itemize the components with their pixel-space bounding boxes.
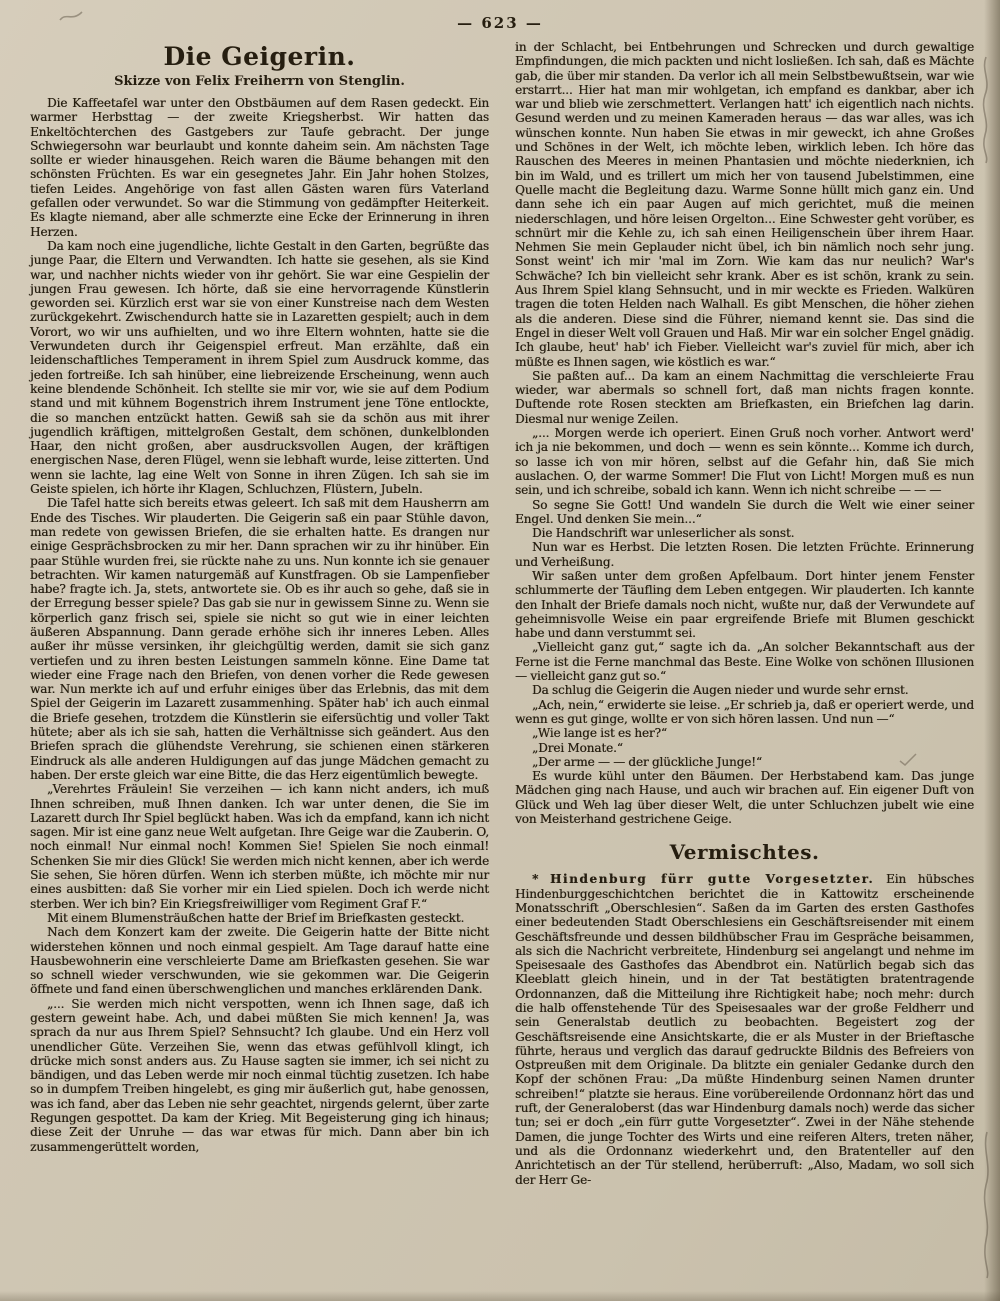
- page-number: — 623 —: [457, 14, 543, 32]
- paragraph: in der Schlacht, bei Entbehrungen und Schrecken und durch gewaltige Empfindungen, die mich packten und nicht losließen. Ich sah, daß es Mächte gab, die über mir standen. Da verlor ich all mein Selbstbewußtsein, war wie erstarrt... Hier hat man mir wohlgetan, ich empfand es dankbar, aber ich war und blieb wie zerschmettert. Verlangen hatt' ich eigentlich nach nichts. Gesund werden und zu meinen Kameraden heraus — das war alles, was ich wünschen konnte. Nun haben Sie etwas in mir geweckt, ich ahne Großes und Schönes in der Welt, ich möchte leben, wirklich leben. Ich höre das Rauschen des Meeres in meinen Phantasien und möchte niederknien, ich bin im Wald, und es trillert um mich her von tausend Jubelstimmen, eine Quelle macht die Begleitung dazu. Warme Sonne hüllt mich ganz ein. Und dann sehe ich ein paar Augen auf mich gerichtet, muß die meinen niederschlagen, und höre leisen Orgelton... Eine Schwester geht vorüber, es schnürt mir die Kehle zu, ich sah einen Heiligenschein über ihrem Haar. Nehmen Sie mein Geplauder nicht übel, ich bin nämlich noch sehr jung. Sonst weint' ich mir 'mal im Zorn. Wie kam das nur neulich? War's Schwäche? Ich bin vielleicht sehr krank. Aber es ist schön, krank zu sein. Aus Ihrem Spiel klang Sehnsucht, und in mir weckte es Frieden. Walküren tragen die toten Helden nach Walhall. Es gibt Menschen, die höher ziehen als die anderen. Diese sind die Führer, niemand kennt sie. Das sind die Engel in dieser Welt voll Grauen und Haß. Mir war ein solcher Engel gnädig. Ich glaube, heut' hab' ich Fieber. Vielleicht war's zuviel für mich, aber ich müßte es Ihnen sagen, wie köstlich es war.“: [515, 40, 974, 369]
- paragraph: „... Morgen werde ich operiert. Einen Gruß noch vorher. Antwort werd' ich ja nie bekommen, und doch — wenn es sein könnte... Komme ich durch, so lasse ich von mir hören, selbst auf die Gefahr hin, daß Sie mich auslachen. O, der warme Sommer! Die Flut von Licht! Morgen muß es nun sein, und ich schreibe, sobald ich kann. Wenn ich nicht schreibe — — —: [515, 426, 974, 498]
- page-edge-shadow-bottom: [0, 1291, 1000, 1301]
- article-subtitle: Skizze von Felix Freiherrn von Stenglin.: [114, 74, 405, 89]
- paragraph: „Ach, nein,“ erwiderte sie leise. „Er schrieb ja, daß er operiert werde, und wenn es gut ginge, wollte er von sich hören lassen. Und nun —“: [515, 697, 974, 726]
- article-right-text: [515, 40, 974, 826]
- paragraph: Nach dem Konzert kam der zweite. Die Geigerin hatte der Bitte nicht widerstehen können und noch einmal gespielt. Am Tage darauf hatte eine Hausbewohnerin eine verschleierte Dame am Briefkasten gesehen. Sie war so schnell wieder verschwunden, wie sie gekommen war. Die Geigerin öffnete und fand einen überschwenglichen und manches erklärenden Dank.: [30, 925, 489, 997]
- misc-item-text: Ein hübsches Hindenburggeschichtchen berichtet die in Kattowitz erscheinende Monatsschrift „Oberschlesien“. Saßen da im Garten des ersten Gasthofes einer bedeutenden Stadt Oberschlesiens ein Geschäftsreisender mit einem Geschäftsfreunde und dessen bildhübscher Frau im Gespräche beisammen, als sich die Nachricht verbreitete, Hindenburg sei angelangt und nehme im Speisesaale des Gasthofes das Abendbrot ein. Natürlich begab sich das Kleeblatt gleich hinein, und in der Tat bestätigten bratentragende Ordonnanzen, daß die Mitteilung ihre Richtigkeit habe; noch mehr: durch die halb offenstehende Tür des Speisesaales war der große Feldherr und sein Generalstab deutlich zu beobachten. Begeistert zog der Geschäftsreisende eine Ansichtskarte, die er als Muster in der Brieftasche führte, heraus und verglich das darauf gedruckte Bildnis des Befreiers von Ostpreußen mit dem Originale. Da blitzte ein genialer Gedanke durch den Kopf der schönen Frau: „Da müßte Hindenburg seinen Namen drunter schreiben!“ platzte sie heraus. Eine vorübereilende Ordonnanz hört das und ruft, der Generaloberst (das war Hindenburg damals noch) werde das sicher tun; sei er doch „ein fürr gutte Vorgesetzter“. Zwei in der Nähe stehende Damen, die junge Tochter des Wirts und eine reiferen Alters, treten näher, und als die Ordonnanz wiederkehrt und, den Bratenteller auf den Anrichtetisch an der Tür stellend, herüberruft: „Also, Madam, wo soll sich der Herr Ge-: [515, 872, 974, 1187]
- article-left-text: [30, 96, 489, 1154]
- right-column: [515, 40, 974, 1187]
- paragraph: „Wie lange ist es her?“: [532, 726, 667, 741]
- paragraph: „Der arme — — der glückliche Junge!“: [532, 754, 762, 769]
- left-column: [30, 40, 489, 1154]
- paragraph: Mit einem Blumensträußchen hatte der Brief im Briefkasten gesteckt.: [47, 910, 465, 925]
- paragraph: „... Sie werden mich nicht verspotten, wenn ich Ihnen sage, daß ich gestern geweint habe. Ach, und dabei müßten Sie mich kennen! Ja, was sprach da nur aus Ihrem Spiel? Sehnsucht? Ich glaube. Und ein Herz voll unendlicher Güte. Verzeihen Sie, wenn das etwas gefühlvoll klingt, ich drücke mich sonst anders aus. Zu Hause sagten sie immer, ich sei nicht zu bändigen, und das Leben werde mir noch einmal tüchtig zusetzen. Ich habe so in dumpfem Treiben hingelebt, es ging mir äußerlich gut, habe genossen, was ich fand, aber das Leben nie sehr geachtet, nirgends gelernt, über zarte Regungen gespottet. Da kam der Krieg. Mit Begeisterung ging ich hinaus; diese Zeit der Unruhe — das war etwas für mich. Dann aber bin ich zusammengerüttelt worden,: [30, 996, 489, 1154]
- paragraph: Sie paßten auf... Da kam an einem Nachmittag die verschleierte Frau wieder, war abermals so schnell fort, daß man nichts fragen konnte. Duftende rote Rosen steckten am Briefkasten, ein Briefchen lag darin. Diesmal nur wenige Zeilen.: [515, 368, 974, 426]
- paragraph: „Drei Monate.“: [532, 740, 623, 755]
- misc-item-title: Hindenburg fürr gutte Vorgesetzter.: [549, 872, 875, 887]
- misc-section-title: Vermischtes.: [669, 840, 820, 865]
- paragraph: Es wurde kühl unter den Bäumen. Der Herbstabend kam. Das junge Mädchen ging nach Hause, und auch wir brachen auf. Ein eigener Duft von Glück und Weh lag über dieser Welt, die unter Schluchzen jubelt wie eine von Meisterhand gestrichene Geige.: [515, 769, 974, 827]
- paragraph: „Vielleicht ganz gut,“ sagte ich da. „An solcher Bekanntschaft aus der Ferne ist die Ferne manchmal das Beste. Eine Wolke von schönen Illusionen — vielleicht ganz gut so.“: [515, 640, 974, 684]
- paragraph: Da kam noch eine jugendliche, lichte Gestalt in den Garten, begrüßte das junge Paar, die Eltern und Verwandten. Ich hatte sie gesehen, als sie Kind war, und nachher nichts wieder von ihr gehört. Sie war eine Gespielin der jungen Frau gewesen. Ich hörte, daß sie eine hervorragende Künstlerin geworden sei. Kürzlich erst war sie von einer Kunstreise nach dem Westen zurückgekehrt. Zwischendurch hatte sie in Lazaretten gespielt; auch in dem Vorort, wo wir uns aufhielten, und wo ihre Eltern wohnten, hatte sie die Verwundeten durch ihr Geigenspiel erfreut. Man erzählte, daß ein leidenschaftliches Temperament in ihrem Spiel zum Ausdruck komme, das jeden fortreiße. Ich sah hinüber, eine liebreizende Erscheinung, wenn auch keine blendende Schönheit. Ich stellte sie mir vor, wie sie auf dem Podium stand und mit kühnem Bogenstrich ihrem Instrument jene Töne entlockte, die so manchen entzückt hatten. Gewiß sah sie da schön aus mit ihrer jugendlich kräftigen, mittelgroßen Gestalt, dem schönen, dunkelblonden Haar, den nicht großen, aber ausdrucksvollen Augen, der kräftigen energischen Nase, deren Flügel, wenn sie lebhaft wurde, leise zitterten. Und wenn sie lachte, lag eine Welt von Sonne in ihren Zügen. Ich sah sie im Geiste spielen, ich hörte ihr Klagen, Schluchzen, Flüstern, Jubeln.: [30, 238, 489, 497]
- paragraph: „Verehrtes Fräulein! Sie verzeihen — ich kann nicht anders, ich muß Ihnen schreiben, muß Ihnen danken. Ich war unter denen, die Sie im Lazarett durch Ihr Spiel beglückt haben. Was ich da empfand, kann ich nicht sagen. Mir ist eine ganz neue Welt aufgetan. Ihre Geige war die Zauberin. O, noch einmal! Nur einmal noch! Kommen Sie! Spielen Sie noch einmal! Schenken Sie mir dies Glück! Sie werden mich nicht kennen, aber ich werde Sie sehen, Sie hören dürfen. Wenn ich sterben müßte, ich möchte mir nur eines ausbitten: daß Sie vorher mir ein Lied spielen. Doch ich werde nicht sterben. Wer ich bin? Ein Kriegsfreiwilliger vom Regiment Graf F.“: [30, 782, 489, 911]
- paragraph: Nun war es Herbst. Die letzten Rosen. Die letzten Früchte. Erinnerung und Verheißung.: [515, 540, 974, 569]
- misc-star: *: [532, 872, 539, 887]
- misc-item: [515, 872, 974, 1187]
- paragraph: Die Tafel hatte sich bereits etwas geleert. Ich saß mit dem Hausherrn am Ende des Tisches. Wir plauderten. Die Geigerin saß ein paar Stühle davon, man redete von gewissen Briefen, die sie erhalten hatte. Es drangen nur einige Gesprächsbrocken zu mir her. Dann sprachen wir zu ihr hinüber. Ein paar Stühle wurden frei, sie rückte nahe zu uns. Nun konnte ich sie genauer betrachten. Wir kamen naturgemäß auf Kunstfragen. Ob sie Lampenfieber habe? fragte ich. Ja, stets, antwortete sie. Ob es ihr auch so gehe, daß sie in der Erregung besser spiele? Das gab sie nur in gewissem Sinne zu. Wenn sie körperlich ganz frisch sei, spiele sie nicht so gut wie in einer leichten äußeren Abspannung. Dann gerade erhöhe sich ihr inneres Leben. Alles außer ihr müsse versinken, ihr gleichgültig werden, damit sie sich ganz vertiefen und zu ihren besten Leistungen sammeln könne. Eine Dame tat wieder eine Frage nach den Briefen, von denen vorher die Rede gewesen war. Nun merkte ich auf und erfuhr einiges über das Erlebnis, das mit dem Spiel der Geigerin im Lazarett zusammenhing. Später hab' ich auch einmal die Briefe gesehen, trotzdem die Künstlerin sie eifersüchtig und voller Takt hütete; aber als ich sie sah, hatten die Verhältnisse sich geändert. Aus den Briefen sprach die glühendste Verehrung, sie schienen einen stärkeren Eindruck als alle anderen Huldigungen auf das junge Mädchen gemacht zu haben. Der erste gleich war eine Bitte, die das Herz eigentümlich bewegte.: [30, 496, 489, 782]
- article-title: Die Geigerin.: [163, 42, 356, 71]
- text-columns: [0, 32, 1000, 1187]
- paragraph: Die Handschrift war unleserlicher als sonst.: [532, 526, 795, 541]
- paragraph: Wir saßen unter dem großen Apfelbaum. Dort hinter jenem Fenster schlummerte der Täufling dem Leben entgegen. Wir plauderten. Ich kannte den Inhalt der Briefe damals noch nicht, wußte nur, daß der Verwundete auf geheimnisvolle Weise ein paar ergreifende Briefe mit Blumen geschickt habe und dann verstummt sei.: [515, 568, 974, 641]
- paragraph: Da schlug die Geigerin die Augen nieder und wurde sehr ernst.: [532, 683, 909, 698]
- paragraph: Die Kaffeetafel war unter den Obstbäumen auf dem Rasen gedeckt. Ein warmer Herbsttag — der zweite Kriegsherbst. Wir hatten das Enkeltöchterchen des Gastgebers zur Taufe gebracht. Der junge Schwiegersohn war beurlaubt und konnte daheim sein. Am nächsten Tage sollte er wieder hinausgehen. Reich waren die Bäume behangen mit den schönsten Früchten. Es war ein gesegnetes Jahr. Ein Jahr hohen Stolzes, tiefen Leides. Angehörige von fast allen Gästen waren fürs Vaterland gefallen oder verwundet. So war die Stimmung von gedämpfter Heiterkeit. Es klagte niemand, aber alle schmerzte eine Ecke der Erinnerung in ihren Herzen.: [30, 96, 489, 239]
- paragraph: So segne Sie Gott! Und wandeln Sie durch die Welt wie einer seiner Engel. Und denken Sie mein...“: [515, 497, 974, 526]
